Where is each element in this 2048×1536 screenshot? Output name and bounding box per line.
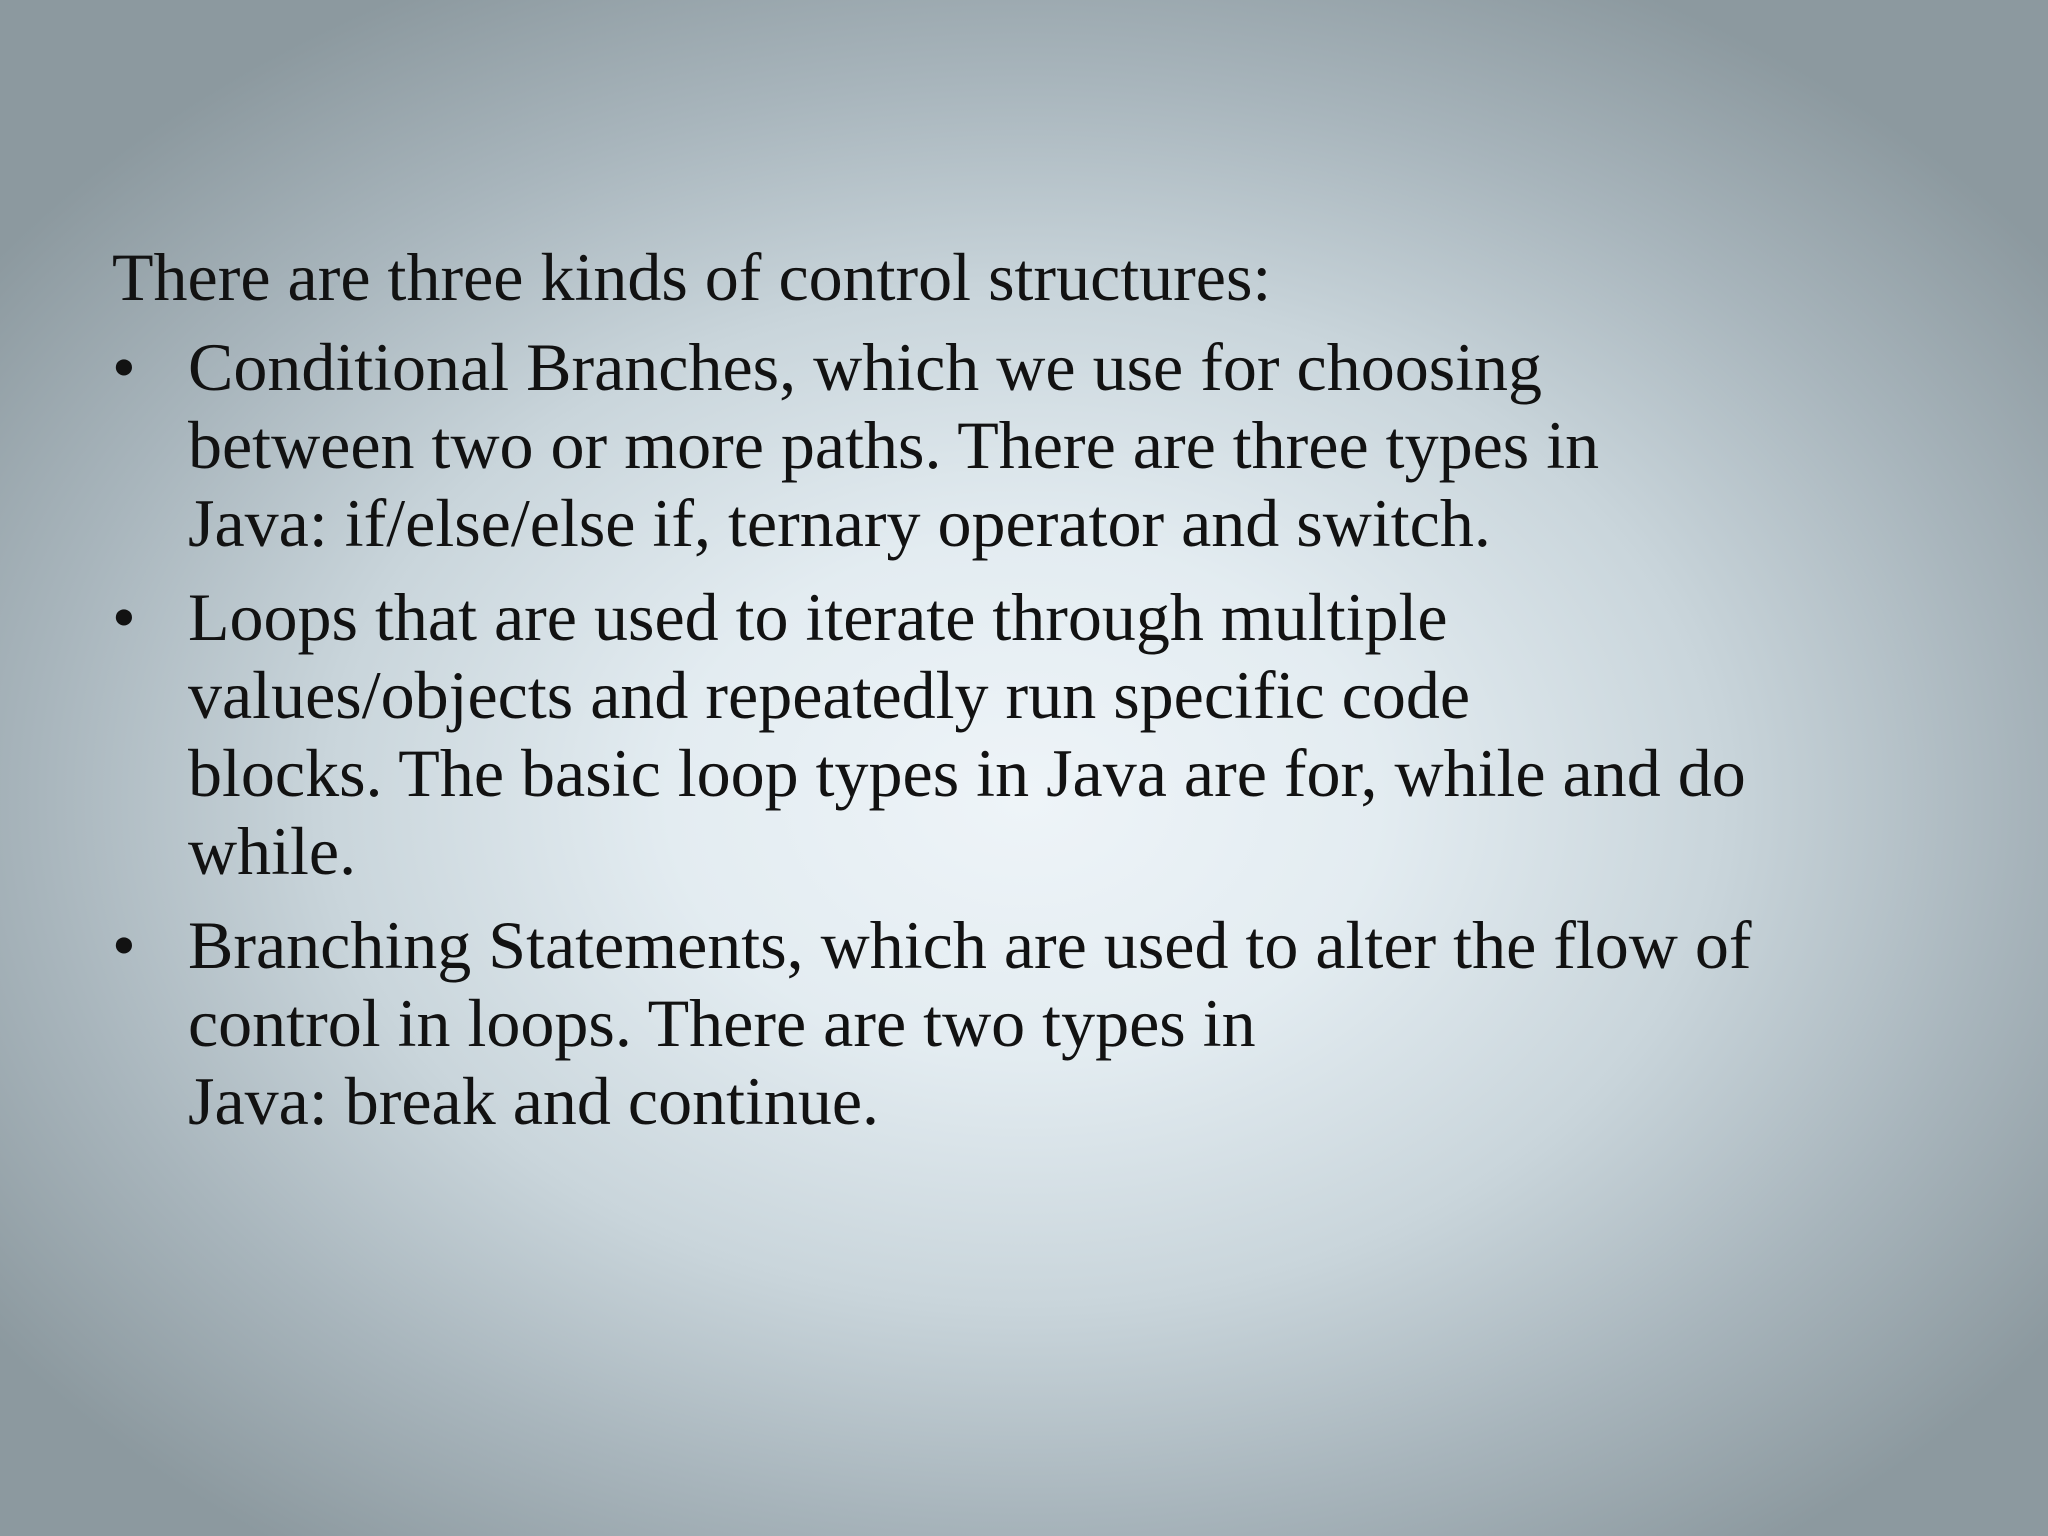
bullet-2-line-2: values/objects and repeatedly run specific code (188, 657, 1471, 733)
bullet-item-branching-statements (112, 906, 1962, 1140)
bullet-1-line-2: between two or more paths. There are three types in (188, 407, 1600, 483)
bullet-2-line-3: blocks. The basic loop types in Java are for, while and do (188, 735, 1746, 811)
bullet-icon: • (112, 907, 136, 983)
bullet-3-line-3: Java: break and continue. (188, 1063, 880, 1139)
bullet-icon: • (112, 579, 136, 655)
bullet-icon: • (112, 329, 136, 405)
bullet-2-line-4: while. (188, 813, 357, 889)
bullet-1-line-1: Conditional Branches, which we use for choosing (188, 329, 1543, 405)
intro-text: There are three kinds of control structures: (112, 239, 1272, 315)
slide-content (112, 238, 1962, 1156)
bullet-2-line-1: Loops that are used to iterate through multiple (188, 579, 1448, 655)
bullet-list (112, 328, 1962, 1140)
bullet-3-line-2: control in loops. There are two types in (188, 985, 1256, 1061)
bullet-item-loops (112, 578, 1962, 890)
bullet-3-line-1: Branching Statements, which are used to alter the flow of (188, 907, 1752, 983)
bullet-item-conditional-branches (112, 328, 1962, 562)
bullet-1-line-3: Java: if/else/else if, ternary operator and switch. (188, 485, 1491, 561)
